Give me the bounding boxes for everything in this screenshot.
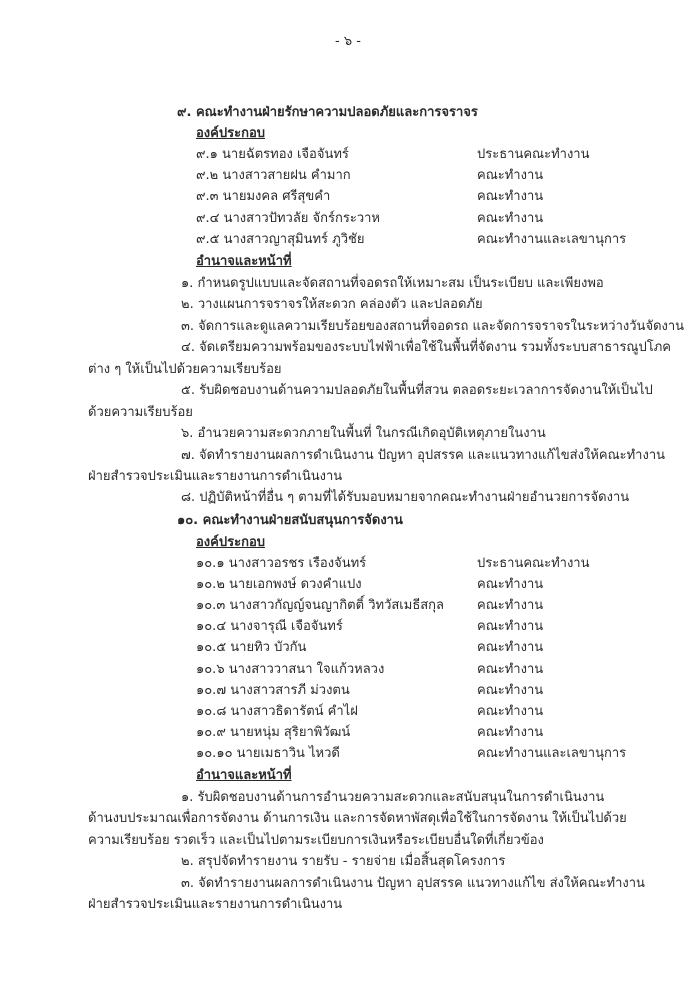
page-number: - ๖ - [335, 34, 361, 49]
duty-item: ๘. ปฏิบัติหน้าที่อื่น ๆ ตามที่ได้รับมอบหมายจากคณะทำงานฝ่ายอำนวยการจัดงาน [181, 490, 630, 505]
section-10-heading: ๑๐. คณะทำงานฝ่ายสนับสนุนการจัดงาน [177, 513, 403, 528]
section-9-heading: ๙. คณะทำงานฝ่ายรักษาความปลอดภัยและการจราจร [177, 105, 478, 120]
duty-continuation: ด้านงบประมาณเพื่อการจัดงาน ด้านการเงิน และการจัดหาพัสดุเพื่อใช้ในการจัดงาน ให้เป็นไปด้วย [88, 811, 627, 826]
member-name: ๑๐.๔ นางจารุณี เจือจันทร์ [196, 619, 343, 634]
member-role: คณะทำงานและเลขานุการ [477, 232, 627, 247]
duty-item: ๗. จัดทำรายงานผลการดำเนินงาน ปัญหา อุปสรรค และแนวทางแก้ไขส่งให้คณะทำงาน [181, 448, 666, 463]
duty-item: ๑. กำหนดรูปแบบและจัดสถานที่จอดรถให้เหมาะสม เป็นระเบียบ และเพียงพอ [181, 276, 604, 291]
section-10-composition-label: องค์ประกอบ [196, 535, 265, 550]
member-name: ๙.๕ นางสาวญาสุมินทร์ ภูวิชัย [196, 232, 365, 247]
member-role: คณะทำงาน [477, 683, 544, 698]
member-role: คณะทำงาน [477, 189, 544, 204]
member-role: ประธานคณะทำงาน [477, 556, 590, 571]
member-role: คณะทำงาน [477, 598, 544, 613]
duty-item: ๕. รับผิดชอบงานด้านความปลอดภัยในพื้นที่สวน ตลอดระยะเวลาการจัดงานให้เป็นไป [181, 383, 653, 398]
member-role: คณะทำงาน [477, 640, 544, 655]
member-name: ๑๐.๑๐ นายเมธาวิน ไหวดี [196, 746, 340, 761]
duty-item: ๔. จัดเตรียมความพร้อมของระบบไฟฟ้าเพื่อใช้ในพื้นที่จัดงาน รวมทั้งระบบสาธารณูปโภค [181, 340, 671, 355]
duty-item: ๖. อำนวยความสะดวกภายในพื้นที่ ในกรณีเกิดอุบัติเหตุภายในงาน [181, 426, 546, 441]
member-name: ๑๐.๑ นางสาวอรชร เรืองจันทร์ [196, 556, 367, 571]
duty-continuation: ฝ่ายสำรวจประเมินและรายงานการดำเนินงาน [88, 897, 343, 912]
member-role: คณะทำงาน [477, 619, 544, 634]
member-name: ๙.๒ นางสาวสายฝน คำมาก [196, 168, 351, 183]
member-role: คณะทำงาน [477, 725, 544, 740]
member-name: ๙.๓ นายมงคล ศรีสุขคำ [196, 189, 331, 204]
member-name: ๑๐.๘ นางสาวธิดารัตน์ คำไฝ [196, 704, 358, 719]
section-9-duties-label: อำนาจและหน้าที่ [196, 254, 292, 269]
duty-continuation: ต่าง ๆ ให้เป็นไปด้วยความเรียบร้อย [88, 362, 282, 377]
duty-continuation: ด้วยความเรียบร้อย [88, 405, 193, 420]
duty-item: ๓. จัดทำรายงานผลการดำเนินงาน ปัญหา อุปสรรค แนวทางแก้ไข ส่งให้คณะทำงาน [181, 876, 645, 891]
member-name: ๑๐.๙ นายหนุ่ม สุริยาพิวัฒน์ [196, 725, 351, 740]
member-name: ๑๐.๕ นายทิว บัวกัน [196, 640, 307, 655]
duty-item: ๓. จัดการและดูแลความเรียบร้อยของสถานที่จอดรถ และจัดการจราจรในระหว่างวันจัดงาน [181, 319, 685, 334]
duty-continuation: ความเรียบร้อย รวดเร็ว และเป็นไปตามระเบียบการเงินหรือระเบียบอื่นใดที่เกี่ยวข้อง [88, 833, 544, 848]
member-role: คณะทำงานและเลขานุการ [477, 746, 627, 761]
duty-item: ๒. วางแผนการจราจรให้สะดวก คล่องตัว และปลอดภัย [181, 297, 483, 312]
member-name: ๑๐.๗ นางสาวสารภี ม่วงตน [196, 683, 350, 698]
member-name: ๑๐.๖ นางสาววาสนา ใจแก้วหลวง [196, 662, 385, 677]
section-10-duties-label: อำนาจและหน้าที่ [196, 768, 292, 783]
member-name: ๙.๔ นางสาวปัทวลัย จักร์กระวาห [196, 211, 381, 226]
member-role: คณะทำงาน [477, 577, 544, 592]
member-role: ประธานคณะทำงาน [477, 147, 590, 162]
member-role: คณะทำงาน [477, 211, 544, 226]
section-9-composition-label: องค์ประกอบ [196, 126, 265, 141]
duty-continuation: ฝ่ายสำรวจประเมินและรายงานการดำเนินงาน [88, 469, 343, 484]
member-role: คณะทำงาน [477, 704, 544, 719]
member-name: ๙.๑ นายฉัตรทอง เจือจันทร์ [196, 147, 349, 162]
duty-item: ๑. รับผิดชอบงานด้านการอำนวยความสะดวกและสนับสนุนในการดำเนินงาน [181, 790, 605, 805]
duty-item: ๒. สรุปจัดทำรายงาน รายรับ - รายจ่าย เมื่อสิ้นสุดโครงการ [181, 854, 506, 869]
member-role: คณะทำงาน [477, 662, 544, 677]
member-name: ๑๐.๒ นายเอกพงษ์ ดวงคำแปง [196, 577, 362, 592]
member-role: คณะทำงาน [477, 168, 544, 183]
member-name: ๑๐.๓ นางสาวกัญญ์จนญากิตติ์ วิทวัสเมธีสกุล [196, 598, 445, 613]
